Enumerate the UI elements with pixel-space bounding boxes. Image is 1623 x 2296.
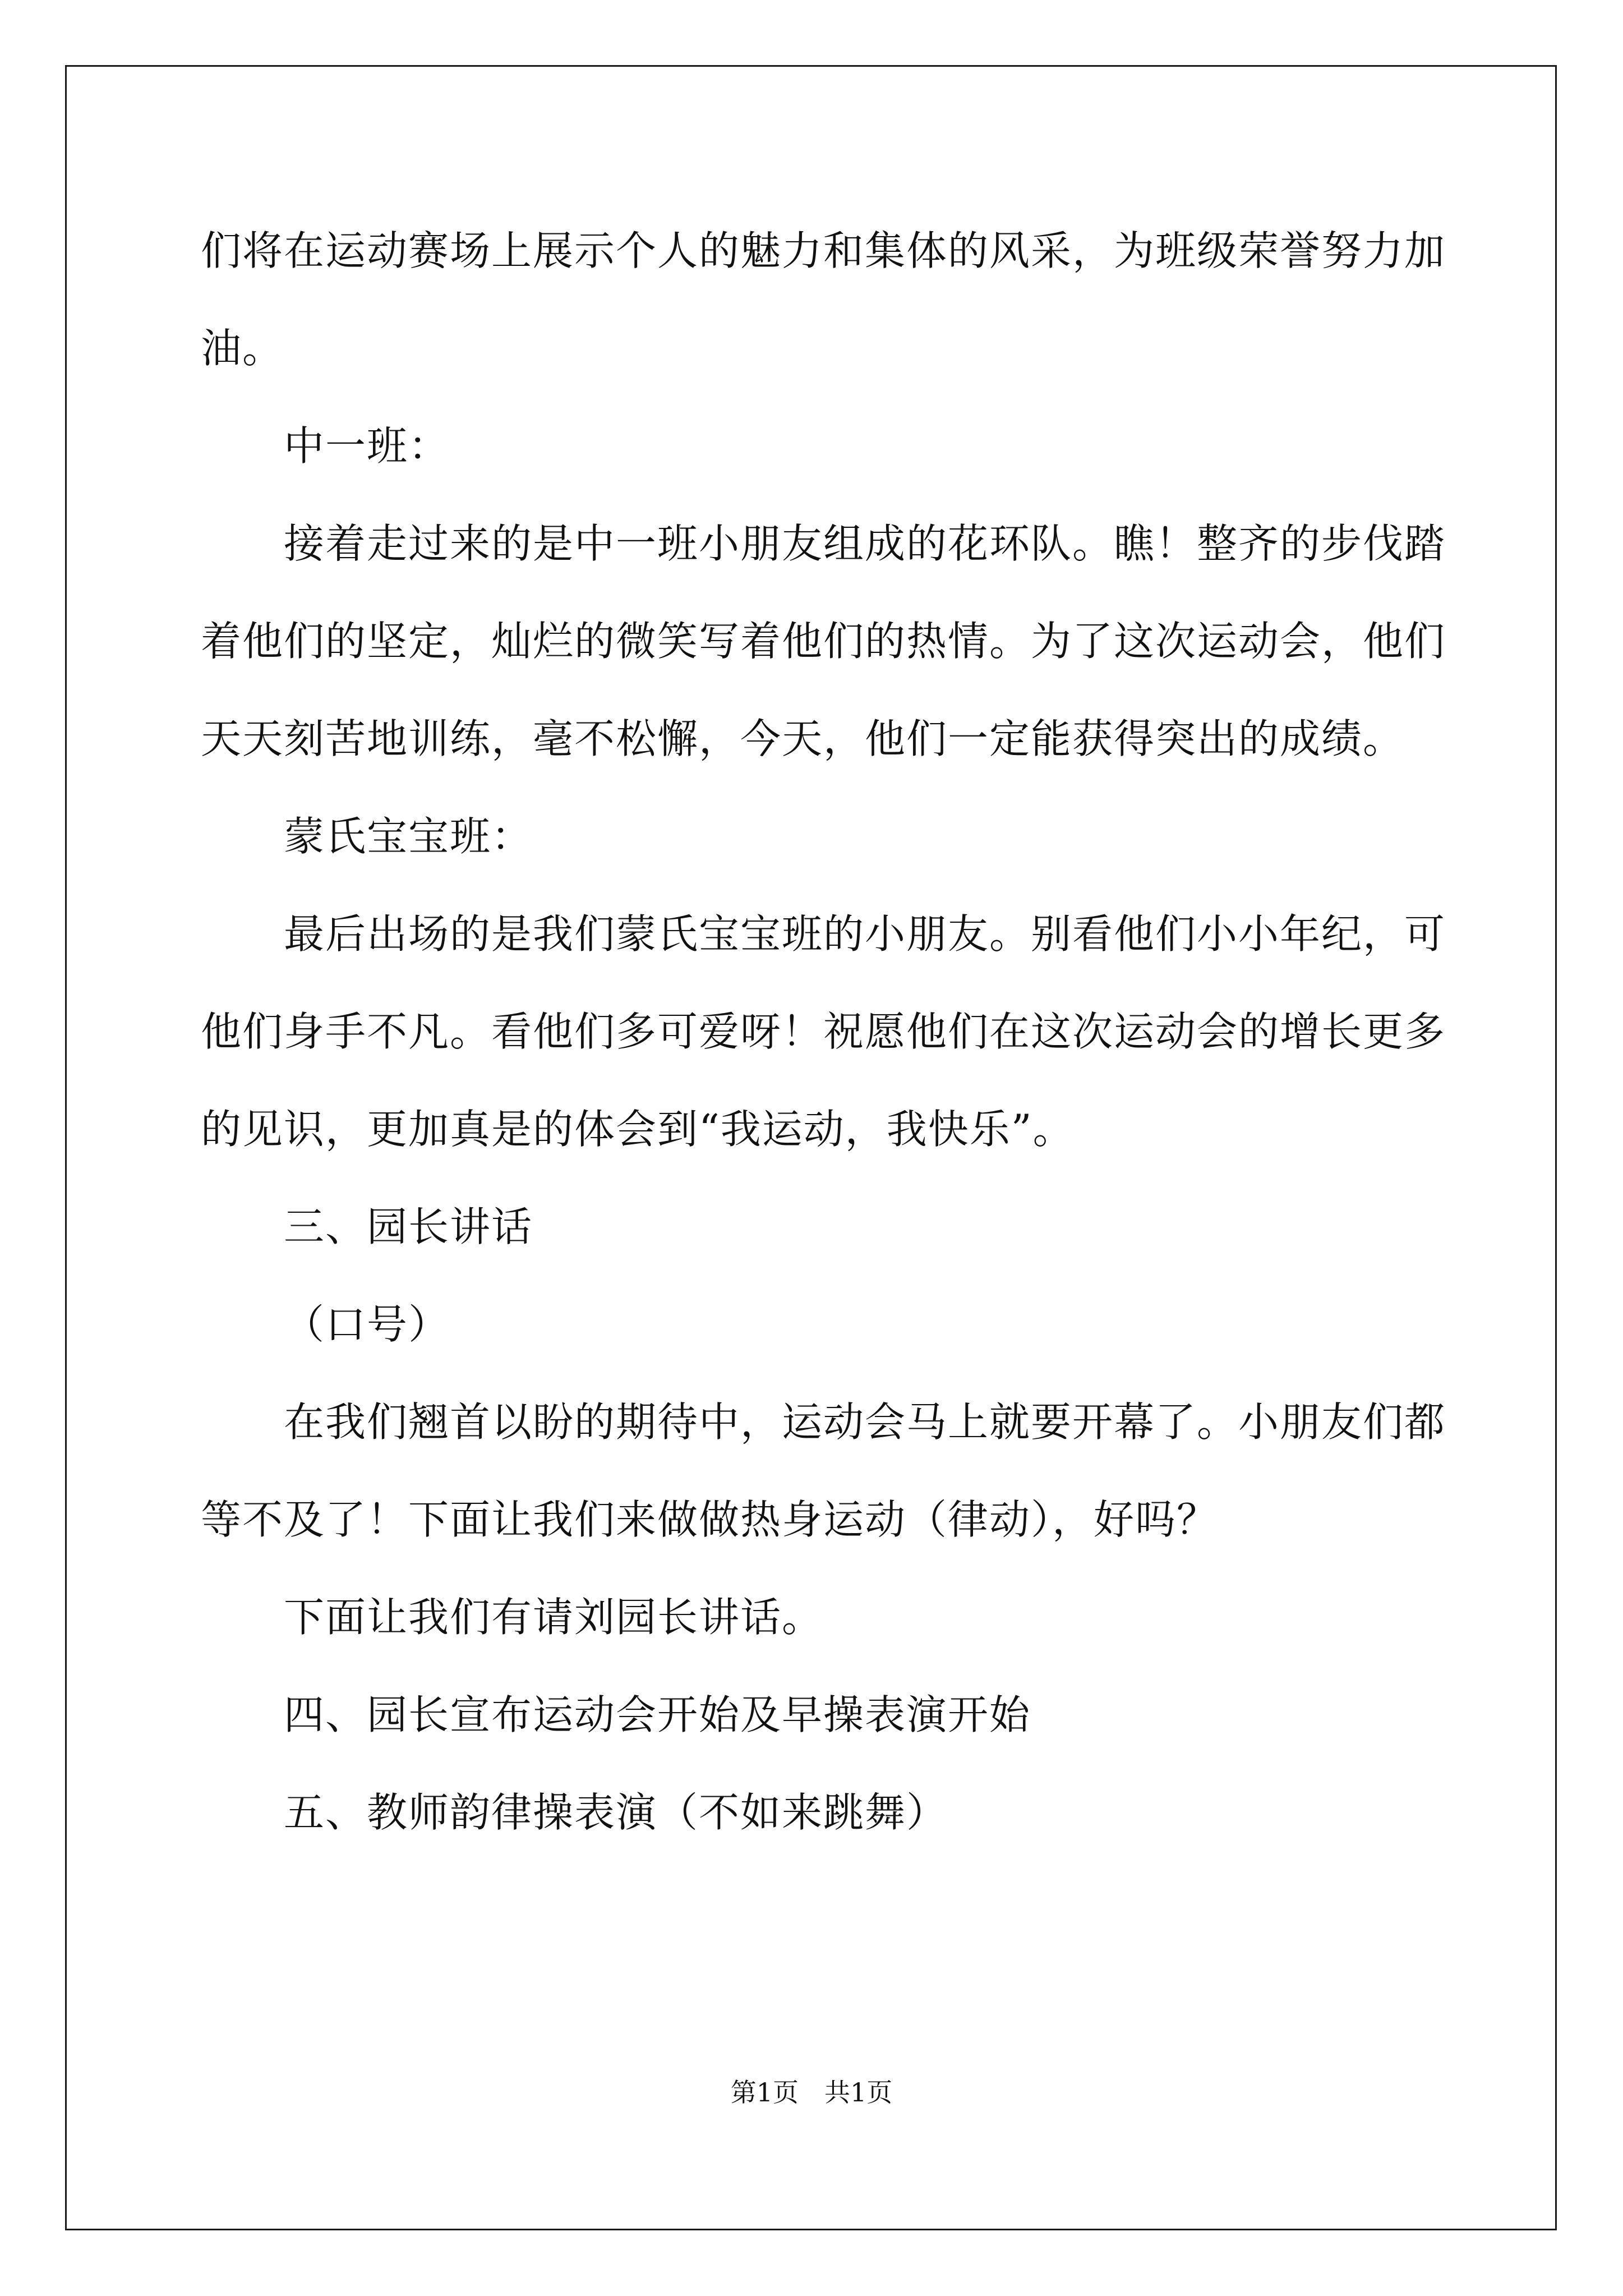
text-line: 们将在运动赛场上展示个人的魅力和集体的风采，为班级荣誉努力加 [201,227,1446,274]
text-line: 等不及了！下面让我们来做做热身运动（律动），好吗？ [201,1496,1219,1543]
text-line: （口号） [284,1301,450,1348]
page-footer: 第1页 共1页 [730,2077,893,2108]
text-line: 四、园长宣布运动会开始及早操表演开始 [284,1691,1031,1738]
document-body [201,202,1446,1861]
text-line: 天天刻苦地训练，毫不松懈，今天，他们一定能获得突出的成绩。 [201,715,1405,762]
text-line: 三、园长讲话 [284,1203,533,1250]
text-line: 油。 [201,325,284,372]
text-line: 接着走过来的是中一班小朋友组成的花环队。瞧！整齐的步伐踏 [284,520,1446,567]
text-line: 着他们的坚定，灿烂的微笑写着他们的热情。为了这次运动会，他们 [201,618,1446,665]
text-line: 他们身手不凡。看他们多可爱呀！祝愿他们在这次运动会的增长更多 [201,1008,1446,1055]
text-line: 中一班： [284,422,450,470]
text-line: 下面让我们有请刘园长讲话。 [284,1594,824,1641]
text-line: 蒙氏宝宝班： [284,813,533,860]
text-line: 在我们翘首以盼的期待中，运动会马上就要开幕了。小朋友们都 [284,1398,1446,1446]
text-line: 五、教师韵律操表演（不如来跳舞） [284,1789,948,1836]
text-line: 的见识，更加真是的体会到“我运动，我快乐”。 [201,1106,1075,1153]
text-line: 最后出场的是我们蒙氏宝宝班的小朋友。别看他们小小年纪，可 [284,910,1446,958]
